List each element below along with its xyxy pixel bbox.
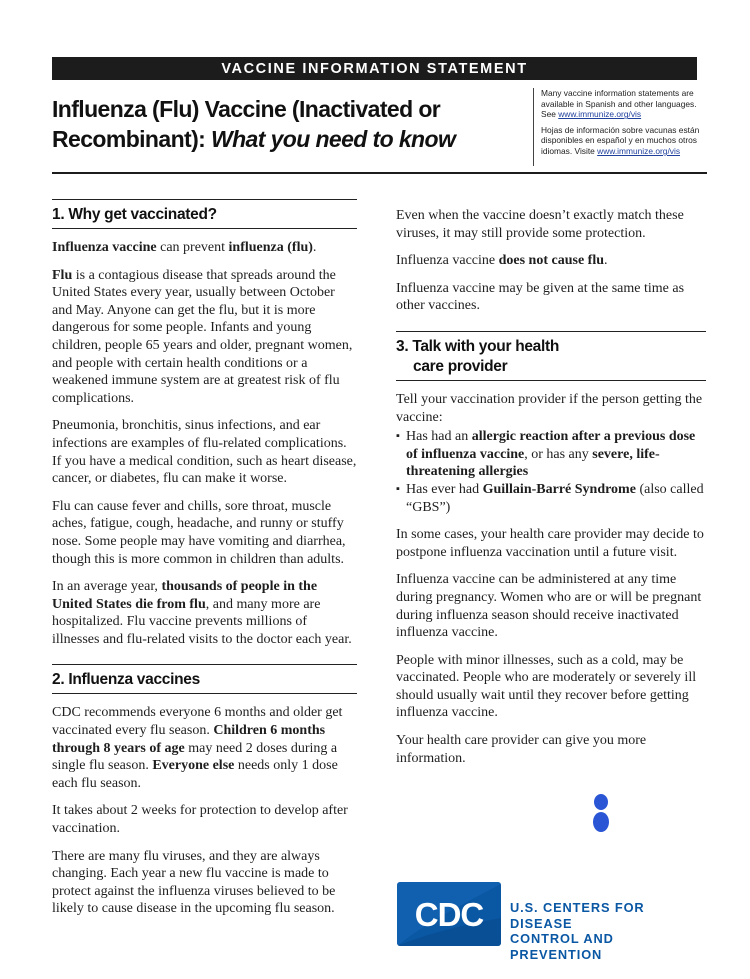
- s1-p5-text1: In an average year,: [52, 579, 162, 595]
- info-spanish: [541, 125, 706, 157]
- continue-dot-bottom: [593, 812, 609, 832]
- immunize-link-es[interactable]: www.immunize.org/vis: [597, 145, 681, 156]
- section-2-header: [52, 664, 357, 694]
- immunize-link-en[interactable]: www.immunize.org/vis: [558, 109, 642, 120]
- info-divider: [533, 88, 534, 166]
- language-info-box: [541, 88, 706, 162]
- s2-p5-text2: .: [604, 253, 608, 269]
- s3-paragraph-3: People with minor illnesses, such as a cold, may be vaccinated. People who are moderately or severely ill should usually wait until they recover before getting influenza vaccine.: [396, 652, 697, 721]
- title-subtitle: What you need to know: [211, 126, 456, 152]
- cdc-logo-letters: CDC: [414, 896, 484, 933]
- s3-intro: Tell your vaccination provider if the person getting the vaccine:: [396, 391, 703, 425]
- vis-banner: VACCINE INFORMATION STATEMENT: [52, 57, 697, 80]
- header-rule: [52, 172, 707, 174]
- s2-p1-bold2: Everyone else: [152, 758, 235, 774]
- s2-paragraph-4: Even when the vaccine doesn’t exactly match these viruses, it may still provide some protection.: [396, 208, 684, 241]
- s1-paragraph-5: [52, 578, 357, 648]
- info-english: [541, 88, 706, 120]
- s1-p1-bold2: influenza (flu): [228, 240, 313, 255]
- cdc-logo-mark: [397, 882, 501, 946]
- s1-paragraph-3: Pneumonia, bronchitis, sinus infections, and ear infections are examples of flu-related complications. If you have a medical condition, such as heart disease, cancer, or diabetes, flu can make it worse.: [52, 418, 357, 487]
- s1-paragraph-1: [52, 239, 357, 257]
- s2-paragraph-3: There are many flu viruses, and they are always changing. Each year a new flu vaccine is made to protect against the influenza viruses believed to be likely to cause disease in the upcoming flu season.: [52, 848, 336, 917]
- section-1-header: [52, 199, 357, 229]
- document-title: [52, 94, 527, 154]
- s3-paragraph-2: Influenza vaccine can be administered at any time during pregnancy. Women who are or will be pregnant during influenza season should receive inactivated influenza vaccine.: [396, 572, 702, 641]
- section-1-heading: 1. Why get vaccinated?: [52, 206, 217, 223]
- section-2-heading: 2. Influenza vaccines: [52, 671, 200, 689]
- info-english-text: Many vaccine information statements are available in Spanish and other languages. See: [541, 88, 697, 120]
- cdc-wordmark-line1: U.S. CENTERS FOR DISEASE: [510, 900, 645, 931]
- s2-paragraph-5: [396, 252, 706, 270]
- s2-paragraph-6: Influenza vaccine may be given at the same time as other vaccines.: [396, 280, 685, 314]
- s1-paragraph-4: Flu can cause fever and chills, sore throat, muscle aches, fatigue, cough, headache, and runny or stuffy nose. Some people may have vomiting and diarrhea, though this is more common in children than adults.: [52, 498, 346, 567]
- s2-p5-text1: Influenza vaccine: [396, 253, 499, 269]
- left-column: [52, 199, 357, 928]
- s3-b2-text1: Has ever had: [406, 481, 483, 497]
- continue-dot-top: [594, 794, 608, 810]
- s1-p5-text2: , and many more are hospitalized. Flu vaccine prevents millions of illnesses and flu-related visits to the doctor each year.: [52, 596, 352, 647]
- s1-p2-text: is a contagious disease that spreads around the United States every year, usually between October and May. Anyone can get the flu, but it is more dangerous for some people. Infants and young children, people 65 years and older, pregnant women, and people with certain health conditions or a weakened immune system are at greatest risk of flu complications.: [52, 267, 353, 406]
- s2-p1-text2: may need 2 doses during a single flu season.: [52, 740, 338, 774]
- s1-p1-text2: .: [312, 240, 317, 255]
- s1-paragraph-2: [52, 267, 357, 408]
- s3-b2-bold: Guillain-Barré Syndrome: [482, 481, 636, 497]
- s3-paragraph-4: Your health care provider can give you more information.: [396, 733, 647, 766]
- s3-bullet-gbs: [396, 481, 706, 516]
- s3-b1-bold2: severe, life-threatening allergies: [406, 446, 660, 480]
- info-spanish-text: Hojas de información sobre vacunas están disponibles en español y en muchos otros idiomas. Visite: [541, 124, 700, 156]
- s2-p5-bold: does not cause flu: [498, 253, 605, 269]
- title-line2: Recombinant):: [52, 126, 206, 152]
- cdc-wordmark: [510, 900, 710, 962]
- s3-heading-line1: 3. Talk with your health: [396, 337, 560, 355]
- s3-bullet-list: [396, 428, 706, 516]
- s3-b2-text2: (also called “GBS”): [406, 481, 704, 515]
- s3-paragraph-1: In some cases, your health care provider may decide to postpone influenza vaccination until a future visit.: [396, 527, 704, 560]
- s1-p1-text1: can prevent: [156, 240, 229, 255]
- s1-p5-bold: thousands of people in the United States die from flu: [52, 579, 318, 612]
- s3-b1-bold1: allergic reaction after a previous dose of influenza vaccine: [406, 429, 696, 462]
- section-3-header: [396, 331, 706, 381]
- right-column: [396, 207, 706, 777]
- s3-b1-text1: Has had an: [406, 429, 472, 445]
- s3-heading-line2: care provider: [413, 357, 508, 375]
- s1-p2-bold: Flu: [52, 267, 73, 283]
- s2-paragraph-2: It takes about 2 weeks for protection to develop after vaccination.: [52, 803, 348, 837]
- s2-p1-text3: needs only 1 dose each flu season.: [52, 758, 338, 791]
- s3-bullet-allergy: [396, 428, 706, 481]
- title-line1: Influenza (Flu) Vaccine (Inactivated or: [52, 96, 441, 122]
- s2-p1-text1: CDC recommends everyone 6 months and older get vaccinated every flu season.: [52, 705, 343, 739]
- cdc-logo: [397, 882, 501, 946]
- s1-p1-bold1: Influenza vaccine: [52, 240, 157, 255]
- s2-p1-bold1: Children 6 months through 8 years of age: [52, 723, 326, 756]
- s3-b1-text2: , or has any: [524, 446, 593, 462]
- s2-paragraph-1: [52, 704, 357, 792]
- cdc-wordmark-line2: CONTROL AND PREVENTION: [510, 931, 614, 962]
- section-3-heading: [396, 337, 706, 377]
